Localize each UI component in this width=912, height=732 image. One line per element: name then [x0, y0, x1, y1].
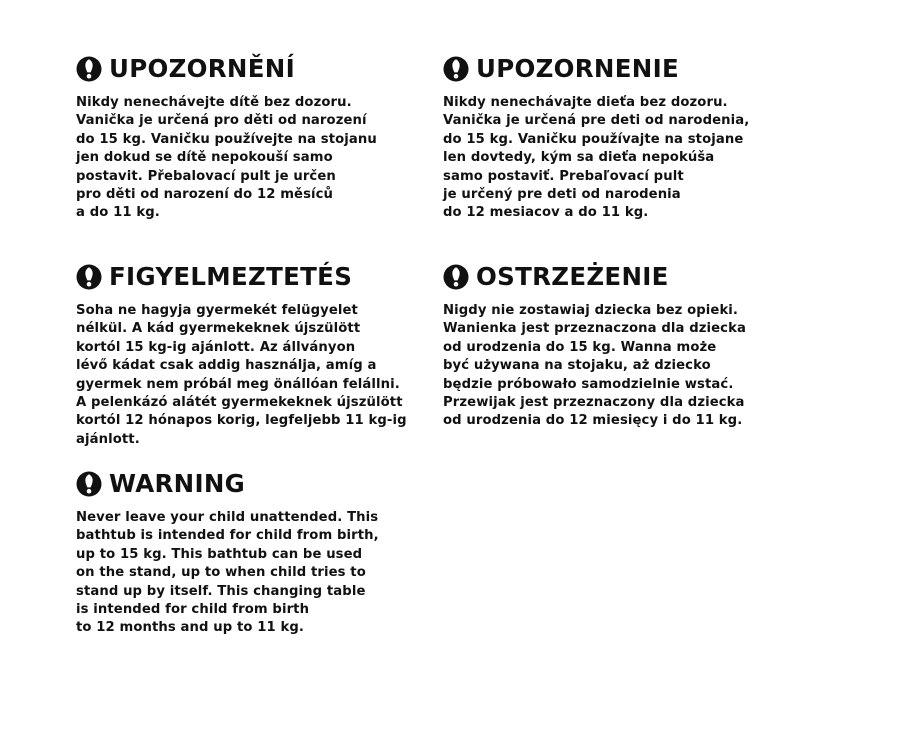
warning-title: OSTRZEŻENIE: [476, 262, 669, 291]
warning-heading: [76, 469, 426, 499]
warning-text-line: Vanička je určená pre deti od narodenia,: [443, 113, 750, 129]
warning-text-line: to 12 months and up to 11 kg.: [76, 620, 304, 636]
warning-text-line: A pelenkázó alátét gyermekeknek újszülött: [76, 395, 403, 411]
warning-text: [76, 302, 426, 449]
warning-text-line: on the stand, up to when child tries to: [76, 565, 366, 581]
warning-heading: [76, 262, 426, 292]
warning-text-line: Wanienka jest przeznaczona dla dziecka: [443, 321, 746, 337]
warning-text-line: is intended for child from birth: [76, 602, 310, 618]
warning-text-line: a do 11 kg.: [76, 205, 160, 221]
warning-text-line: je určený pre deti od narodenia: [443, 187, 681, 203]
warning-title: UPOZORNĚNÍ: [109, 54, 295, 83]
warning-exclamation-icon: [76, 264, 102, 290]
warning-text-line: up to 15 kg. This bathtub can be used: [76, 546, 363, 562]
warning-text-line: samo postaviť. Prebaľovací pult: [443, 168, 684, 184]
warning-text-line: do 12 mesiacov a do 11 kg.: [443, 205, 649, 221]
warning-text-line: kortól 15 kg-ig ajánlott. Az állványon: [76, 339, 356, 355]
warning-text-line: gyermek nem próbál meg önállóan felállni.: [76, 376, 400, 392]
warning-title: UPOZORNENIE: [476, 54, 680, 83]
warning-exclamation-icon: [76, 56, 102, 82]
warning-text-line: Nigdy nie zostawiaj dziecka bez opieki.: [443, 303, 739, 318]
warning-text-line: będzie próbowało samodzielnie wstać.: [443, 376, 734, 392]
warning-exclamation-icon: [443, 264, 469, 290]
warning-text: [76, 94, 426, 223]
warning-text-line: jen dokud se dítě nepokouší samo: [76, 150, 333, 166]
warning-text-line: Nikdy nenechávajte dieťa bez dozoru.: [443, 95, 728, 110]
warning-text-line: Nikdy nenechávejte dítě bez dozoru.: [76, 95, 352, 110]
warning-text-line: do 15 kg. Vaničku používajte na stojane: [443, 131, 744, 147]
warning-heading: [443, 54, 793, 84]
warning-text-line: kortól 12 hónapos korig, legfeljebb 11 kg-ig: [76, 413, 407, 429]
warning-text-line: bathtub is intended for child from birth,: [76, 528, 379, 544]
warning-text-line: być używana na stojaku, aż dziecko: [443, 358, 711, 374]
warning-block-hungarian: [76, 262, 426, 449]
warning-text-line: Never leave your child unattended. This: [76, 510, 379, 525]
warning-text-line: Przewijak jest przeznaczony dla dziecka: [443, 395, 745, 411]
warning-block-czech: [76, 54, 426, 223]
warning-text: [443, 94, 793, 223]
warning-text-line: od urodzenia do 15 kg. Wanna może: [443, 339, 717, 355]
warning-heading: [443, 262, 793, 292]
warning-block-slovak: [443, 54, 793, 223]
warning-text-line: len dovtedy, kým sa dieťa nepokúša: [443, 150, 715, 166]
warning-text: [76, 509, 426, 638]
warning-text-line: od urodzenia do 12 miesięcy i do 11 kg.: [443, 413, 743, 429]
warning-title: FIGYELMEZTETÉS: [109, 262, 353, 291]
warning-exclamation-icon: [443, 56, 469, 82]
warning-text: [443, 302, 793, 431]
warning-title: WARNING: [109, 469, 246, 498]
warning-block-english: [76, 469, 426, 638]
warning-heading: [76, 54, 426, 84]
warning-exclamation-icon: [76, 471, 102, 497]
warning-text-line: ajánlott.: [76, 431, 140, 447]
warning-text-line: nélkül. A kád gyermekeknek újszülött: [76, 321, 361, 337]
warning-text-line: do 15 kg. Vaničku používejte na stojanu: [76, 131, 377, 147]
warning-text-line: pro děti od narození do 12 měsíců: [76, 187, 334, 203]
warning-text-line: Soha ne hagyja gyermekét felügyelet: [76, 303, 358, 318]
warning-text-line: Vanička je určená pro děti od narození: [76, 113, 367, 129]
warning-text-line: lévő kádat csak addig használja, amíg a: [76, 358, 377, 374]
warning-block-polish: [443, 262, 793, 431]
warning-text-line: postavit. Přebalovací pult je určen: [76, 168, 336, 184]
warning-text-line: stand up by itself. This changing table: [76, 583, 366, 599]
